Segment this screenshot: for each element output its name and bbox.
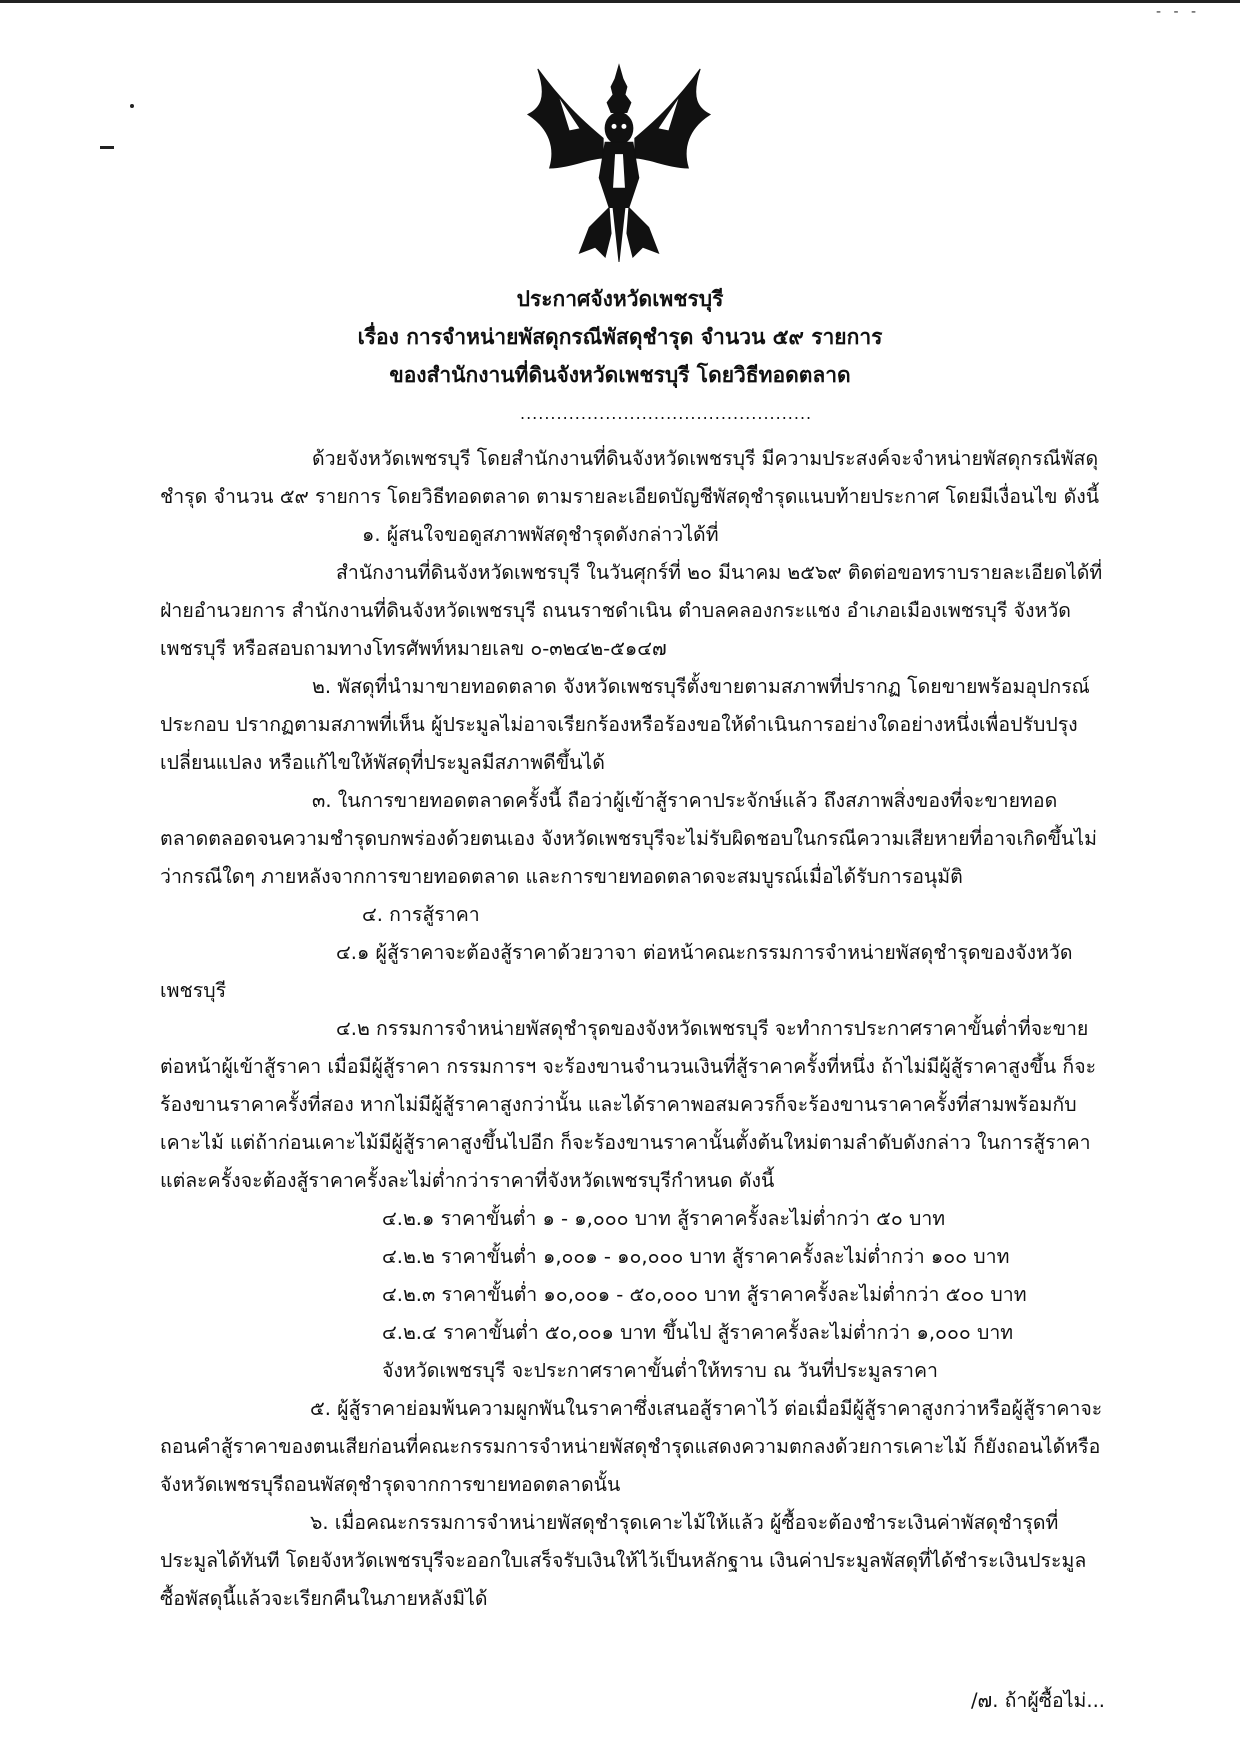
clause-4-title: ๔. การสู้ราคา [362,903,480,926]
scan-dash [100,146,114,149]
clause-5: ๕. ผู้สู้ราคาย่อมพ้นความผูกพันในราคาซึ่งเสนอสู้ราคาไว้ ต่อเมื่อมีผู้สู้ราคาสูงกว่าหรือผู้สู้ราคาจะถอนคำสู้ราคาของตนเสียก่อนที่คณะกรรมการจำหน่ายพัสดุชำรุดแสดงความตกลงด้วยการเคาะไม้ ก็ยังถอนได้หรือจังหวัดเพชรบุรีถอนพัสดุชำรุดจากการขายทอดตลาดนั้น [160,1397,1103,1496]
clause-4-1: ๔.๑ ผู้สู้ราคาจะต้องสู้ราคาด้วยวาจา ต่อหน้าคณะกรรมการจำหน่ายพัสดุชำรุดของจังหวัดเพชรบุรี [160,941,1073,1002]
top-border-line [0,0,1240,3]
clause-1-title: ๑. ผู้สนใจขอดูสภาพพัสดุชำรุดดังกล่าวได้ที่ [362,523,719,546]
clause-4-2-3: ๔.๒.๓ ราคาขั้นต่ำ ๑๐,๐๐๑ - ๕๐,๐๐๐ บาท สู้ราคาครั้งละไม่ต่ำกว่า ๕๐๐ บาท [382,1283,1027,1306]
clause-3: ๓. ในการขายทอดตลาดครั้งนี้ ถือว่าผู้เข้าสู้ราคาประจักษ์แล้ว ถึงสภาพสิ่งของที่จะขายทอดตลาดตลอดจนความชำรุดบกพร่องด้วยตนเอง จังหวัดเพชรบุรีจะไม่รับผิดชอบในกรณีความเสียหายที่อาจเกิดขึ้นไม่ว่ากรณีใดๆ ภายหลังจากการขายทอดตลาด และการขายทอดตลาดจะสมบูรณ์เมื่อได้รับการอนุมัติ [160,789,1097,888]
top-right-mark: - - - [1155,4,1200,20]
clause-4-note: จังหวัดเพชรบุรี จะประกาศราคาขั้นต่ำให้ทราบ ณ วันที่ประมูลราคา [382,1359,938,1382]
announcement-body [160,440,1105,1618]
clause-1-body: สำนักงานที่ดินจังหวัดเพชรบุรี ในวันศุกร์ที่ ๒๐ มีนาคม ๒๕๖๙ ติดต่อขอทราบรายละเอียดได้ที่ฝ่ายอำนวยการ สำนักงานที่ดินจังหวัดเพชรบุรี ถนนราชดำเนิน ตำบลคลองกระแชง อำเภอเมืองเพชรบุรี จังหวัดเพชรบุรี หรือสอบถามทางโทรศัพท์หมายเลข ๐-๓๒๔๒-๕๑๔๗ [160,561,1103,660]
announcement-title: ประกาศจังหวัดเพชรบุรี [516,287,724,311]
announcement-subject: เรื่อง การจำหน่ายพัสดุกรณีพัสดุชำรุด จำนวน ๕๙ รายการ [357,325,883,349]
clause-4-2: ๔.๒ กรรมการจำหน่ายพัสดุชำรุดของจังหวัดเพชรบุรี จะทำการประกาศราคาขั้นต่ำที่จะขายต่อหน้าผู้เข้าสู้ราคา เมื่อมีผู้สู้ราคา กรรมการฯ จะร้องขานจำนวนเงินที่สู้ราคาครั้งที่หนึ่ง ถ้าไม่มีผู้สู้ราคาสูงขึ้น ก็จะร้องขานราคาครั้งที่สอง หากไม่มีผู้สู้ราคาสูงกว่านั้น และได้ราคาพอสมควรก็จะร้องขานราคาครั้งที่สามพร้อมกับเคาะไม้ แต่ถ้าก่อนเคาะไม้มีผู้สู้ราคาสูงขึ้นไปอีก ก็จะร้องขานราคานั้นตั้งต้นใหม่ตามลำดับดังกล่าว ในการสู้ราคาแต่ละครั้งจะต้องสู้ราคาครั้งละไม่ต่ำกว่าราคาที่จังหวัดเพชรบุรีกำหนด ดังนี้ [160,1017,1097,1192]
clause-4-2-4: ๔.๒.๔ ราคาขั้นต่ำ ๕๐,๐๐๑ บาท ขึ้นไป สู้ราคาครั้งละไม่ต่ำกว่า ๑,๐๐๐ บาท [382,1321,1014,1344]
clause-6: ๖. เมื่อคณะกรรมการจำหน่ายพัสดุชำรุดเคาะไม้ให้แล้ว ผู้ซื้อจะต้องชำระเงินค่าพัสดุชำรุดที่ประมูลได้ทันที โดยจังหวัดเพชรบุรีจะออกใบเสร็จรับเงินให้ไว้เป็นหลักฐาน เงินค่าประมูลพัสดุที่ได้ชำระเงินประมูลซื้อพัสดุนี้แล้วจะเรียกคืนในภายหลังมิได้ [160,1511,1087,1610]
intro-paragraph: ด้วยจังหวัดเพชรบุรี โดยสำนักงานที่ดินจังหวัดเพชรบุรี มีความประสงค์จะจำหน่ายพัสดุกรณีพัสดุชำรุด จำนวน ๕๙ รายการ โดยวิธีทอดตลาด ตามรายละเอียดบัญชีพัสดุชำรุดแนบท้ายประกาศ โดยมีเงื่อนไข ดังนี้ [160,447,1100,508]
clause-4-2-2: ๔.๒.๒ ราคาขั้นต่ำ ๑,๐๐๑ - ๑๐,๐๐๐ บาท สู้ราคาครั้งละไม่ต่ำกว่า ๑๐๐ บาท [382,1245,1010,1268]
announcement-subject-line2: ของสำนักงานที่ดินจังหวัดเพชรบุรี โดยวิธีทอดตลาด [389,363,851,387]
garuda-emblem-icon [520,58,718,268]
clause-4-2-1: ๔.๒.๑ ราคาขั้นต่ำ ๑ - ๑,๐๐๐ บาท สู้ราคาครั้งละไม่ต่ำกว่า ๕๐ บาท [382,1207,946,1230]
clause-2: ๒. พัสดุที่นำมาขายทอดตลาด จังหวัดเพชรบุรีตั้งขายตามสภาพที่ปรากฏ โดยขายพร้อมอุปกรณ์ประกอบ ปรากฏตามสภาพที่เห็น ผู้ประมูลไม่อาจเรียกร้องหรือร้องขอให้ดำเนินการอย่างใดอย่างหนึ่งเพื่อปรับปรุงเปลี่ยนแปลง หรือแก้ไขให้พัสดุที่ประมูลมีสภาพดีขึ้นได้ [160,675,1090,774]
title-separator: ................................................ [520,404,813,423]
continuation-marker: /๗. ถ้าผู้ซื้อไม่... [970,1689,1105,1712]
scan-speck [130,104,134,108]
